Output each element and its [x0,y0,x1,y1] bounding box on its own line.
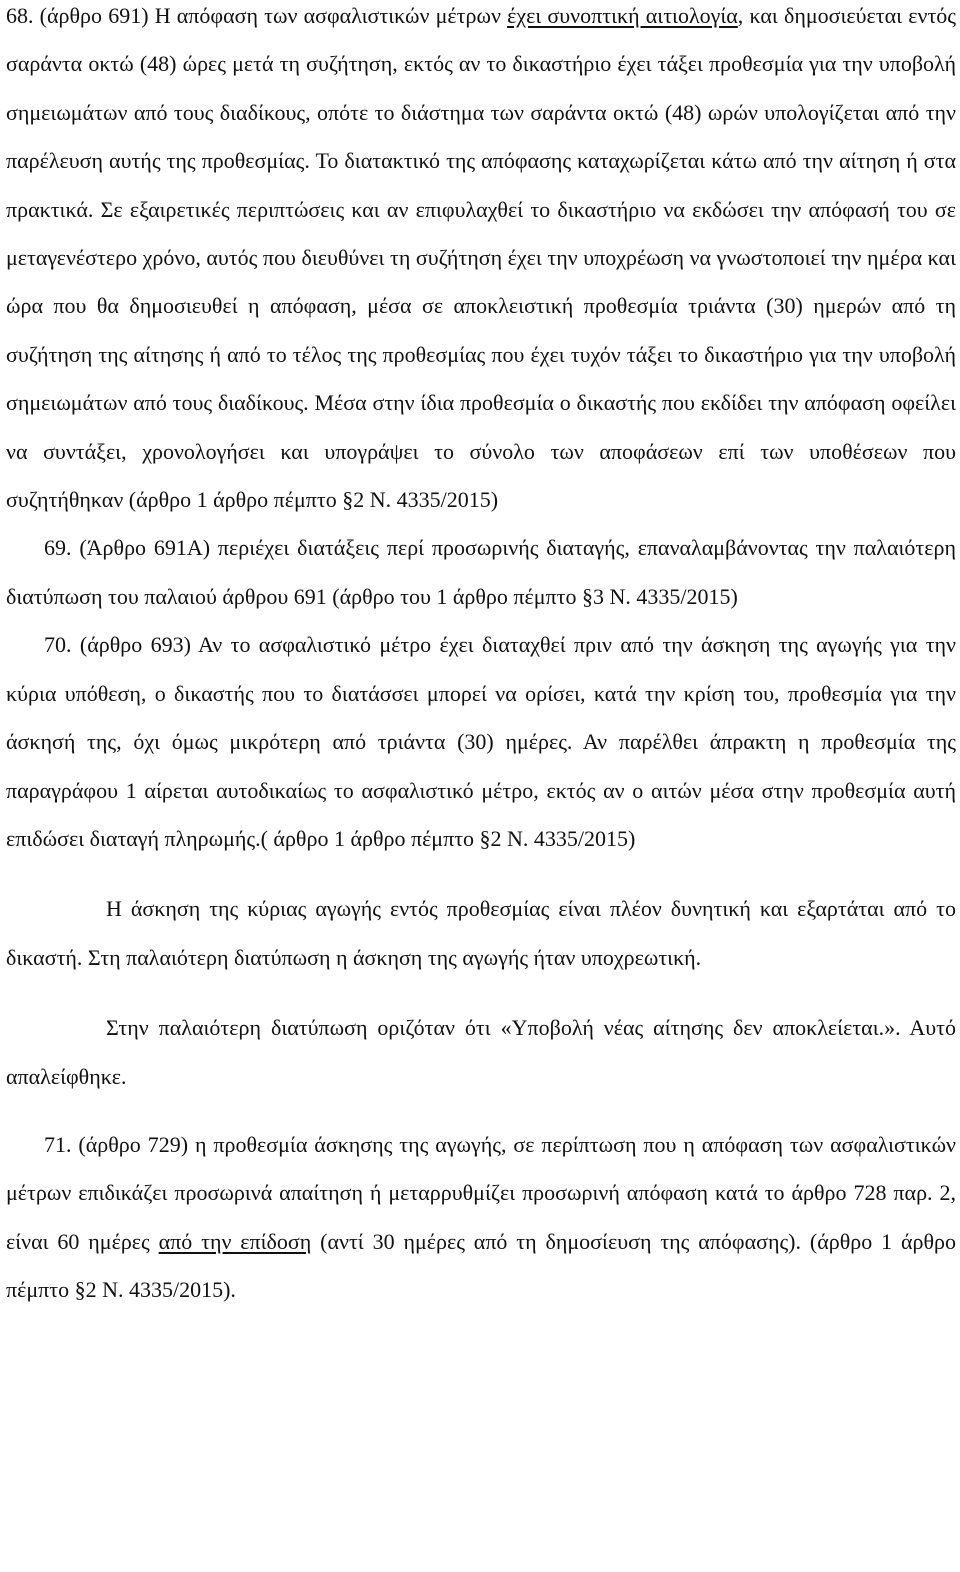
paragraph-70 [6,621,956,863]
paragraph-71-lead: 71. (άρθρο 729) η προθεσμία άσκησης της αγωγής, σε περίπτωση που η απόφαση των ασφαλιστικών μέτρων επιδικάζει προσωρινά απαίτηση ή μεταρρυθμίζει προσωρινή απόφαση κατά το άρθρο 728 παρ. 2, είναι 60 ημέρες [6,1131,956,1254]
paragraph-71-body: (αντί 30 ημέρες από τη δημοσίευση της απόφασης). (άρθρο 1 άρθρο πέμπτο §2 Ν. 4335/2015). [6,1228,956,1303]
paragraph-69 [6,524,956,621]
paragraph-68-underlined: έχει συνοπτική αιτιολογία [507,3,738,28]
paragraph-70-text: 70. (άρθρο 693) Αν το ασφαλιστικό μέτρο έχει διαταχθεί πριν από την άσκηση της αγωγής για την κύρια υπόθεση, ο δικαστής που το διατάσσει μπορεί να ορίσει, κατά την κρίση του, προθεσμία για την άσκησή της, όχι όμως μικρότερη από τριάντα (30) ημέρες. Αν παρέλθει άπρακτη η προθεσμία της παραγράφου 1 αίρεται αυτοδικαίως το ασφαλιστικό μέτρο, εκτός αν ο αιτών μέσα στην προθεσμία αυτή επιδώσει διαταγή πληρωμής.( άρθρο 1 άρθρο πέμπτο §2 Ν. 4335/2015) [6,632,956,851]
paragraph-68 [6,0,956,524]
paragraph-68-lead: 68. (άρθρο 691) Η απόφαση των ασφαλιστικών μέτρων [6,3,508,28]
note-paragraph-2 [6,1004,956,1101]
note-1-text: Η άσκηση της κύριας αγωγής εντός προθεσμίας είναι πλέον δυνητική και εξαρτάται από το δικαστή. Στη παλαιότερη διατύπωση η άσκηση της αγωγής ήταν υποχρεωτική. [6,896,956,970]
note-paragraph-1 [6,885,956,982]
paragraph-68-body: , και δημοσιεύεται εντός σαράντα οκτώ (48) ώρες μετά τη συζήτηση, εκτός αν το δικαστήριο έχει τάξει προθεσμία για την υποβολή σημειωμάτων από τους διαδίκους, οπότε το διάστημα των σαράντα οκτώ (48) ωρών υπολογίζεται από την παρέλευση αυτής της προθεσμίας. Το διατακτικό της απόφασης καταχωρίζεται κάτω από την αίτηση ή στα πρακτικά. Σε εξαιρετικές περιπτώσεις και αν επιφυλαχθεί το δικαστήριο να εκδώσει την απόφασή του σε μεταγενέστερο χρόνο, αυτός που διευθύνει τη συζήτηση έχει την υποχρέωση να γνωστοποιεί την ημέρα και ώρα που θα δημοσιευθεί η απόφαση, μέσα σε αποκλειστική προθεσμία τριάντα (30) ημερών από τη συζήτηση της αίτησης ή από το τέλος της προθεσμίας που έχει τυχόν τάξει το δικαστήριο για την υποβολή σημειωμάτων από τους διαδίκους. Μέσα στην ίδια προθεσμία ο δικαστής που εκδίδει την απόφαση οφείλει να συντάξει, χρονολογήσει και υπογράψει το σύνολο των αποφάσεων επί των υποθέσεων που συζητήθηκαν (άρθρο 1 άρθρο πέμπτο §2 Ν. 4335/2015) [6,3,956,513]
paragraph-71 [6,1121,956,1315]
note-2-text: Στην παλαιότερη διατύπωση οριζόταν ότι «Υποβολή νέας αίτησης δεν αποκλείεται.». Αυτό απαλείφθηκε. [6,1015,956,1089]
paragraph-71-underlined: από την επίδοση [158,1228,312,1254]
paragraph-69-text: 69. (Άρθρο 691Α) περιέχει διατάξεις περί προσωρινής διαταγής, επαναλαμβάνοντας την παλαιότερη διατύπωση του παλαιού άρθρου 691 (άρθρο του 1 άρθρο πέμπτο §3 Ν. 4335/2015) [6,535,956,609]
